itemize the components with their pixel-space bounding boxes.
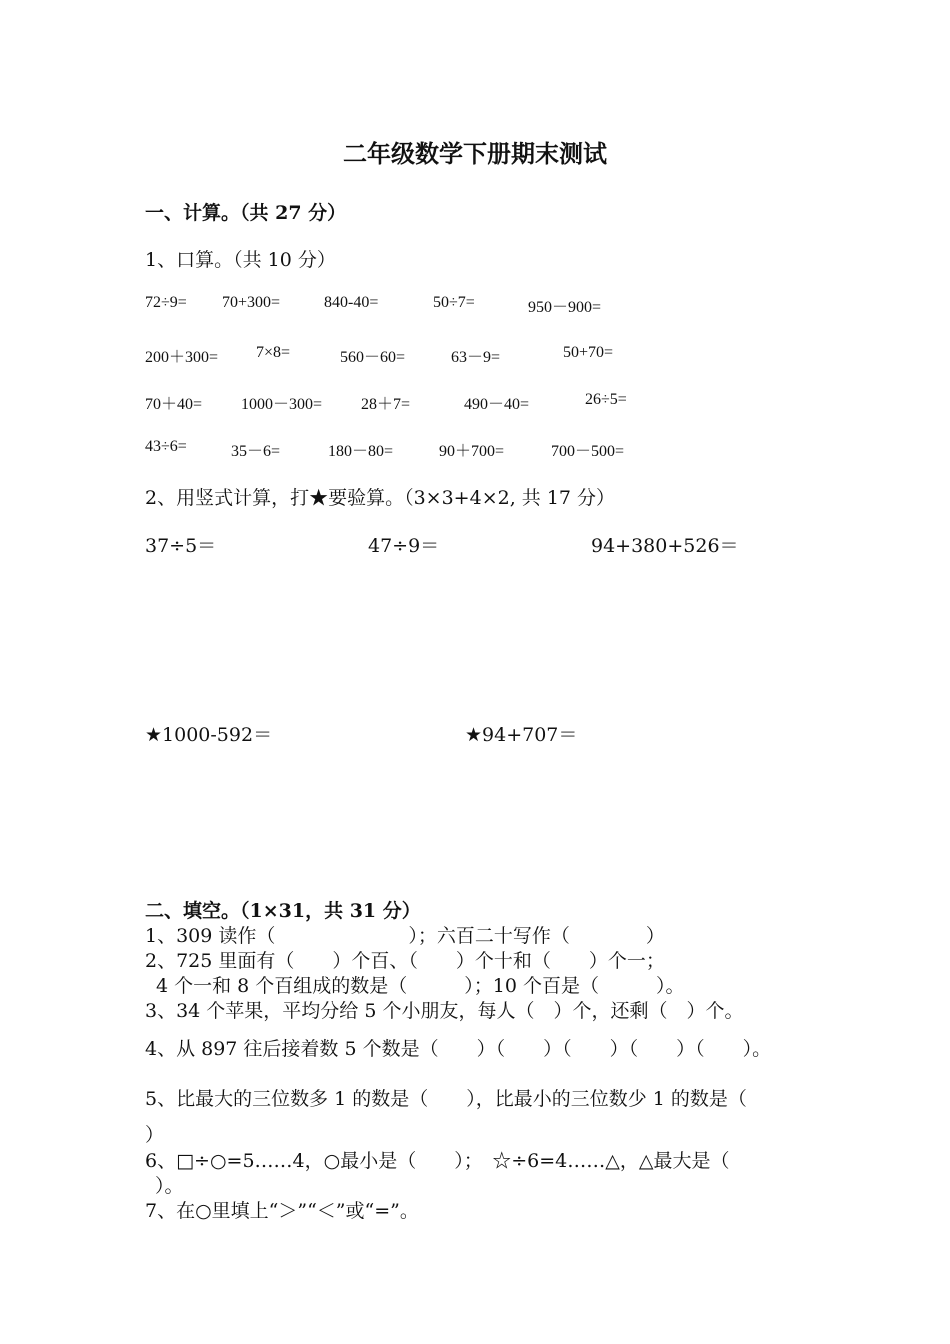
math-item: 70+300= [222, 294, 281, 311]
math-item: 1000－300= [241, 396, 323, 413]
section-2-heading: 二、填空。（1×31，共 31 分） [145, 900, 421, 922]
fill-blank-line: 2、725 里面有（ ）个百、（ ）个十和（ ）个一； [145, 950, 665, 972]
math-item: 26÷5= [585, 391, 627, 408]
math-item: 560－60= [340, 349, 406, 366]
math-item: 7×8= [256, 344, 291, 361]
question-2-label: 2、用竖式计算，打★要验算。（3×3+4×2, 共 17 分） [145, 487, 616, 509]
fill-blank-line: 4 个一和 8 个百组成的数是（ ）；10 个百是（ ）。 [156, 975, 685, 997]
fill-blank-line: 1、309 读作（ ）；六百二十写作（ ） [145, 925, 665, 947]
section-1-heading: 一、计算。（共 27 分） [145, 202, 347, 224]
math-item: 70＋40= [145, 396, 203, 413]
fill-blank-line: 3、34 个苹果，平均分给 5 个小朋友，每人（ ）个，还剩（ ）个。 [145, 1000, 744, 1022]
fill-blank-line: 6、□÷○=5……4，○最小是（ ）； ☆÷6=4……△，△最大是（ [145, 1150, 730, 1172]
verify-calc-item: ★1000-592＝ [145, 724, 273, 746]
math-item: 90＋700= [439, 443, 505, 460]
fill-blank-line: 7、在○里填上“＞”“＜”或“=”。 [145, 1200, 419, 1222]
fill-blank-line: 4、从 897 往后接着数 5 个数是（ ）（ ）（ ）（ ）（ ）。 [145, 1038, 772, 1060]
fill-blank-line: ）。 [155, 1175, 184, 1197]
math-item: 950－900= [528, 299, 602, 316]
math-item: 50÷7= [433, 294, 475, 311]
math-item: 200＋300= [145, 349, 219, 366]
math-item: 840-40= [324, 294, 379, 311]
fill-blank-line: ） [145, 1124, 165, 1146]
math-item: 35－6= [231, 443, 281, 460]
math-item: 63－9= [451, 349, 501, 366]
vertical-calc-item: 47÷9＝ [368, 535, 440, 557]
math-item: 700－500= [551, 443, 625, 460]
verify-calc-item: ★94+707＝ [465, 724, 578, 746]
fill-blank-line: 5、比最大的三位数多 1 的数是（ ），比最小的三位数少 1 的数是（ [145, 1088, 747, 1110]
vertical-calc-item: 37÷5＝ [145, 535, 217, 557]
math-item: 180－80= [328, 443, 394, 460]
math-item: 72÷9= [145, 294, 187, 311]
question-1-label: 1、口算。（共 10 分） [145, 249, 336, 271]
math-item: 490－40= [464, 396, 530, 413]
page-title: 二年级数学下册期末测试 [343, 140, 607, 168]
math-item: 43÷6= [145, 438, 187, 455]
math-item: 28＋7= [361, 396, 411, 413]
math-item: 50+70= [563, 344, 614, 361]
vertical-calc-item: 94+380+526＝ [591, 535, 739, 557]
